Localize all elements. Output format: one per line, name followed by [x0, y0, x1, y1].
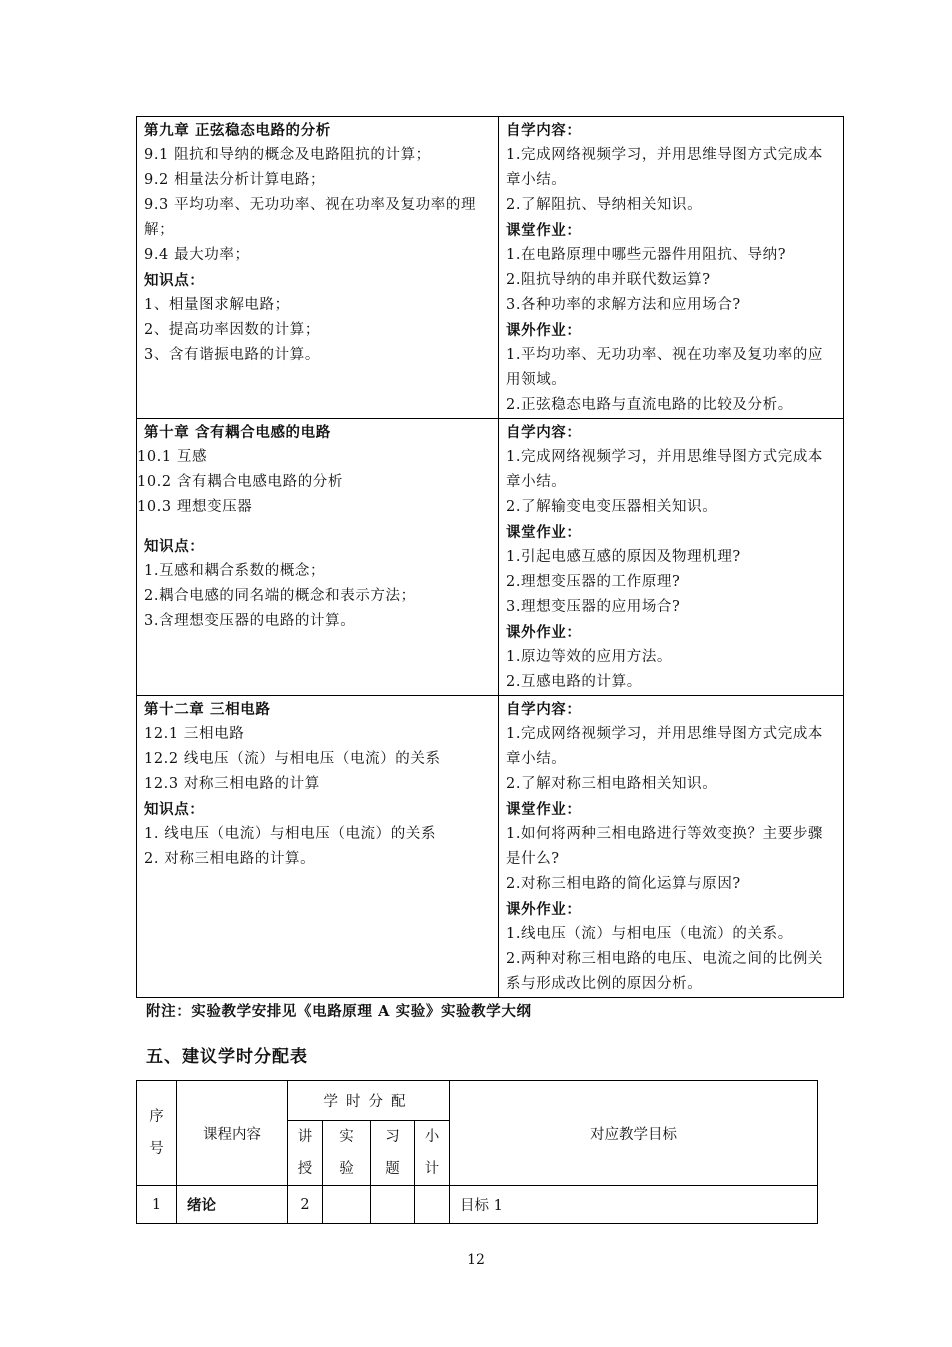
chapter-title: 第十二章 三相电路: [144, 701, 271, 718]
section-title: 五、建议学时分配表: [146, 1047, 308, 1067]
topic-item: 10.3 理想变压器: [137, 499, 253, 515]
classwork-item: 3.理想变压器的应用场合?: [506, 599, 681, 615]
hours-header: 学时分配: [288, 1081, 450, 1121]
exercise-cell: [371, 1186, 415, 1224]
self-study-label: 自学内容：: [506, 424, 582, 441]
homework-label: 课外作业：: [506, 624, 582, 641]
lecture-header: 讲 授: [288, 1121, 323, 1186]
knowledge-point: 1.互感和耦合系数的概念；: [144, 563, 326, 579]
chapter-content-cell: [137, 117, 499, 419]
classwork-item: 1.在电路原理中哪些元器件用阻抗、导纳?: [506, 247, 787, 263]
table-row: [137, 696, 844, 998]
classwork-label: 课堂作业：: [506, 524, 582, 541]
self-study-label: 自学内容：: [506, 701, 582, 718]
homework-item: 2.互感电路的计算。: [506, 674, 642, 690]
lab-header: 实 验: [323, 1121, 371, 1186]
self-study-item: 1.完成网络视频学习，并用思维导图方式完成本章小结。: [506, 147, 824, 188]
lab-note: 附注：实验教学安排见《电路原理 A 实验》实验教学大纲: [146, 1003, 532, 1020]
assignment-cell: [499, 696, 844, 998]
chapter-title: 第九章 正弦稳态电路的分析: [144, 122, 331, 139]
topic-item: 10.1 互感: [137, 449, 208, 465]
classwork-item: 2.阻抗导纳的串并联代数运算?: [506, 272, 711, 288]
homework-item: 2.正弦稳态电路与直流电路的比较及分析。: [506, 397, 793, 413]
classwork-item: 3.各种功率的求解方法和应用场合?: [506, 297, 741, 313]
topic-item: 9.3 平均功率、无功功率、视在功率及复功率的理解；: [144, 197, 477, 238]
classwork-item: 2.理想变压器的工作原理?: [506, 574, 681, 590]
topic-item: 12.3 对称三相电路的计算: [144, 776, 320, 792]
homework-label: 课外作业：: [506, 322, 582, 339]
goal-header: 对应教学目标: [450, 1081, 818, 1186]
chapter-content-table: [136, 116, 844, 998]
homework-item: 1.平均功率、无功功率、视在功率及复功率的应用领域。: [506, 347, 824, 388]
knowledge-point: 3、含有谐振电路的计算。: [144, 347, 320, 363]
knowledge-points-label: 知识点：: [144, 272, 205, 289]
knowledge-point: 3.含理想变压器的电路的计算。: [144, 613, 356, 629]
topic-item: 9.2 相量法分析计算电路；: [144, 172, 326, 188]
topic-item: 12.2 线电压（流）与相电压（电流）的关系: [144, 751, 441, 767]
knowledge-point: 1. 线电压（电流）与相电压（电流）的关系: [144, 826, 437, 842]
knowledge-points-label: 知识点：: [144, 801, 205, 818]
homework-item: 1.线电压（流）与相电压（电流）的关系。: [506, 926, 793, 942]
knowledge-point: 2. 对称三相电路的计算。: [144, 851, 316, 867]
classwork-item: 1.引起电感互感的原因及物理机理?: [506, 549, 741, 565]
self-study-label: 自学内容：: [506, 122, 582, 139]
assignment-cell: [499, 419, 844, 696]
lecture-cell: 2: [288, 1186, 323, 1224]
table-header-row: [137, 1081, 818, 1121]
classwork-item: 1.如何将两种三相电路进行等效变换？主要步骤是什么?: [506, 826, 824, 867]
topic-item: 9.4 最大功率；: [144, 247, 250, 263]
hours-allocation-table: [136, 1080, 818, 1224]
seq-header: 序 号: [137, 1081, 177, 1186]
topic-item: 10.2 含有耦合电感电路的分析: [137, 474, 343, 490]
homework-label: 课外作业：: [506, 901, 582, 918]
knowledge-point: 2.耦合电感的同名端的概念和表示方法；: [144, 588, 416, 604]
table-row: [137, 419, 844, 696]
self-study-item: 1.完成网络视频学习，并用思维导图方式完成本章小结。: [506, 449, 824, 490]
self-study-item: 2.了解阻抗、导纳相关知识。: [506, 197, 703, 213]
knowledge-points-label: 知识点：: [144, 538, 205, 555]
subtotal-cell: [415, 1186, 450, 1224]
subtotal-header: 小 计: [415, 1121, 450, 1186]
topic-item: 9.1 阻抗和导纳的概念及电路阻抗的计算；: [144, 147, 431, 163]
classwork-item: 2.对称三相电路的简化运算与原因?: [506, 876, 741, 892]
chapter-content-cell: [137, 419, 499, 696]
knowledge-point: 2、提高功率因数的计算；: [144, 322, 320, 338]
content-cell: 绪论: [177, 1186, 288, 1224]
exercise-header: 习 题: [371, 1121, 415, 1186]
assignment-cell: [499, 117, 844, 419]
self-study-item: 2.了解输变电变压器相关知识。: [506, 499, 718, 515]
knowledge-point: 1、相量图求解电路；: [144, 297, 290, 313]
page-number: 12: [467, 1252, 485, 1268]
chapter-content-cell: [137, 696, 499, 998]
classwork-label: 课堂作业：: [506, 222, 582, 239]
content-header: 课程内容: [177, 1081, 288, 1186]
chapter-title: 第十章 含有耦合电感的电路: [144, 424, 331, 441]
seq-cell: 1: [137, 1186, 177, 1224]
table-row: [137, 1186, 818, 1224]
topic-item: 12.1 三相电路: [144, 726, 245, 742]
classwork-label: 课堂作业：: [506, 801, 582, 818]
lab-cell: [323, 1186, 371, 1224]
homework-item: 2.两种对称三相电路的电压、电流之间的比例关系与形成改比例的原因分析。: [506, 951, 824, 992]
goal-cell: 目标 1: [450, 1186, 818, 1224]
homework-item: 1.原边等效的应用方法。: [506, 649, 673, 665]
self-study-item: 1.完成网络视频学习，并用思维导图方式完成本章小结。: [506, 726, 824, 767]
table-row: [137, 117, 844, 419]
self-study-item: 2.了解对称三相电路相关知识。: [506, 776, 718, 792]
